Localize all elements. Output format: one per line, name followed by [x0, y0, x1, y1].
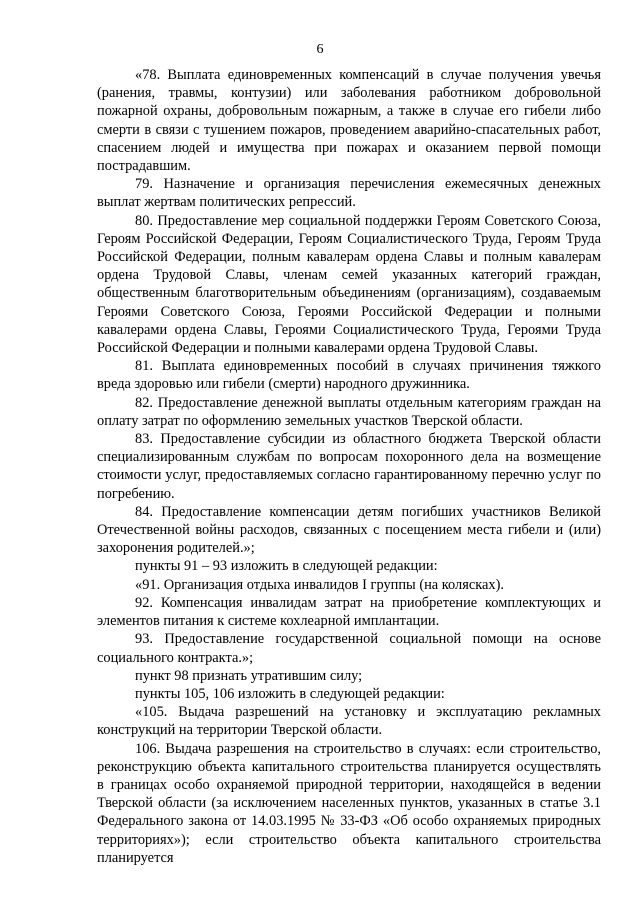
paragraph-105: «105. Выдача разрешений на установку и эксплуатацию рекламных конструкций на территории Тверской области. [97, 704, 601, 739]
paragraph-92: 92. Компенсация инвалидам затрат на приобретение комплектующих и элементов питания к системе кохлеарной имплантации. [97, 594, 601, 630]
instruction-points-91-93: пункты 91 – 93 изложить в следующей редакции: [135, 558, 438, 575]
instruction-points-105-106: пункты 105, 106 изложить в следующей редакции: [135, 685, 445, 702]
paragraph-80: 80. Предоставление мер социальной поддержки Героям Советского Союза, Героям Российской Федерации, Героям Социалистического Труда, Героям Труда Российской Федерации, полным кавалерам ордена Славы и полным кавалерам ордена Трудовой Славы, членам семей указанных категорий граждан, общественным благотворительным объединениям (организациям), создаваемым Героями Советского Союза, Героями Российской Федерации и полными кавалерами ордена Славы, Героями Социалистического Труда, Героями Труда Российской Федерации и полными кавалерами ордена Трудовой Славы. [97, 212, 601, 357]
paragraph-93: 93. Предоставление государственной социальной помощи на основе социального контракта.»; [97, 631, 601, 666]
paragraph-78: «78. Выплата единовременных компенсаций в случае получения увечья (ранения, травмы, контузии) или заболевания работником добровольной пожарной охраны, добровольным пожарным, а также в случае его гибели либо смерти в связи с тушением пожаров, проведением аварийно-спасательных работ, спасением людей и имущества при пожарах и оказанием первой помощи пострадавшим. [97, 67, 601, 175]
paragraph-79: 79. Назначение и организация перечисления ежемесячных денежных выплат жертвам политических репрессий. [97, 176, 601, 211]
paragraph-91: «91. Организация отдыха инвалидов I группы (на колясках). [135, 576, 504, 593]
paragraph-106: 106. Выдача разрешения на строительство в случаях: если строительство, реконструкцию объекта капитального строительства планируется осуществлять в границах особо охраняемой природной территории, находящейся в ведении Тверской области (за исключением населенных пунктов, указанных в статье 3.1 Федерального закона от 14.03.1995 № 33-ФЗ «Об особо охраняемых природных территориях»); если строительство объекта капитального строительства планируется [97, 740, 601, 866]
paragraph-81: 81. Выплата единовременных пособий в случаях причинения тяжкого вреда здоровью или гибели (смерти) народного дружинника. [97, 358, 601, 393]
instruction-point-98: пункт 98 признать утратившим силу; [135, 667, 363, 684]
paragraph-84: 84. Предоставление компенсации детям погибших участников Великой Отечественной войны расходов, связанных с посещением места гибели и (или) захоронения родителей.»; [97, 503, 601, 557]
page-number: 6 [316, 42, 324, 57]
paragraph-83: 83. Предоставление субсидии из областного бюджета Тверской области специализированным службам по вопросам похоронного дела на возмещение стоимости услуг, предоставляемых согласно гарантированному перечню услуг по погребению. [97, 431, 601, 502]
paragraph-82: 82. Предоставление денежной выплаты отдельным категориям граждан на оплату затрат по оформлению земельных участков Тверской области. [97, 394, 601, 429]
document-body [97, 66, 601, 867]
